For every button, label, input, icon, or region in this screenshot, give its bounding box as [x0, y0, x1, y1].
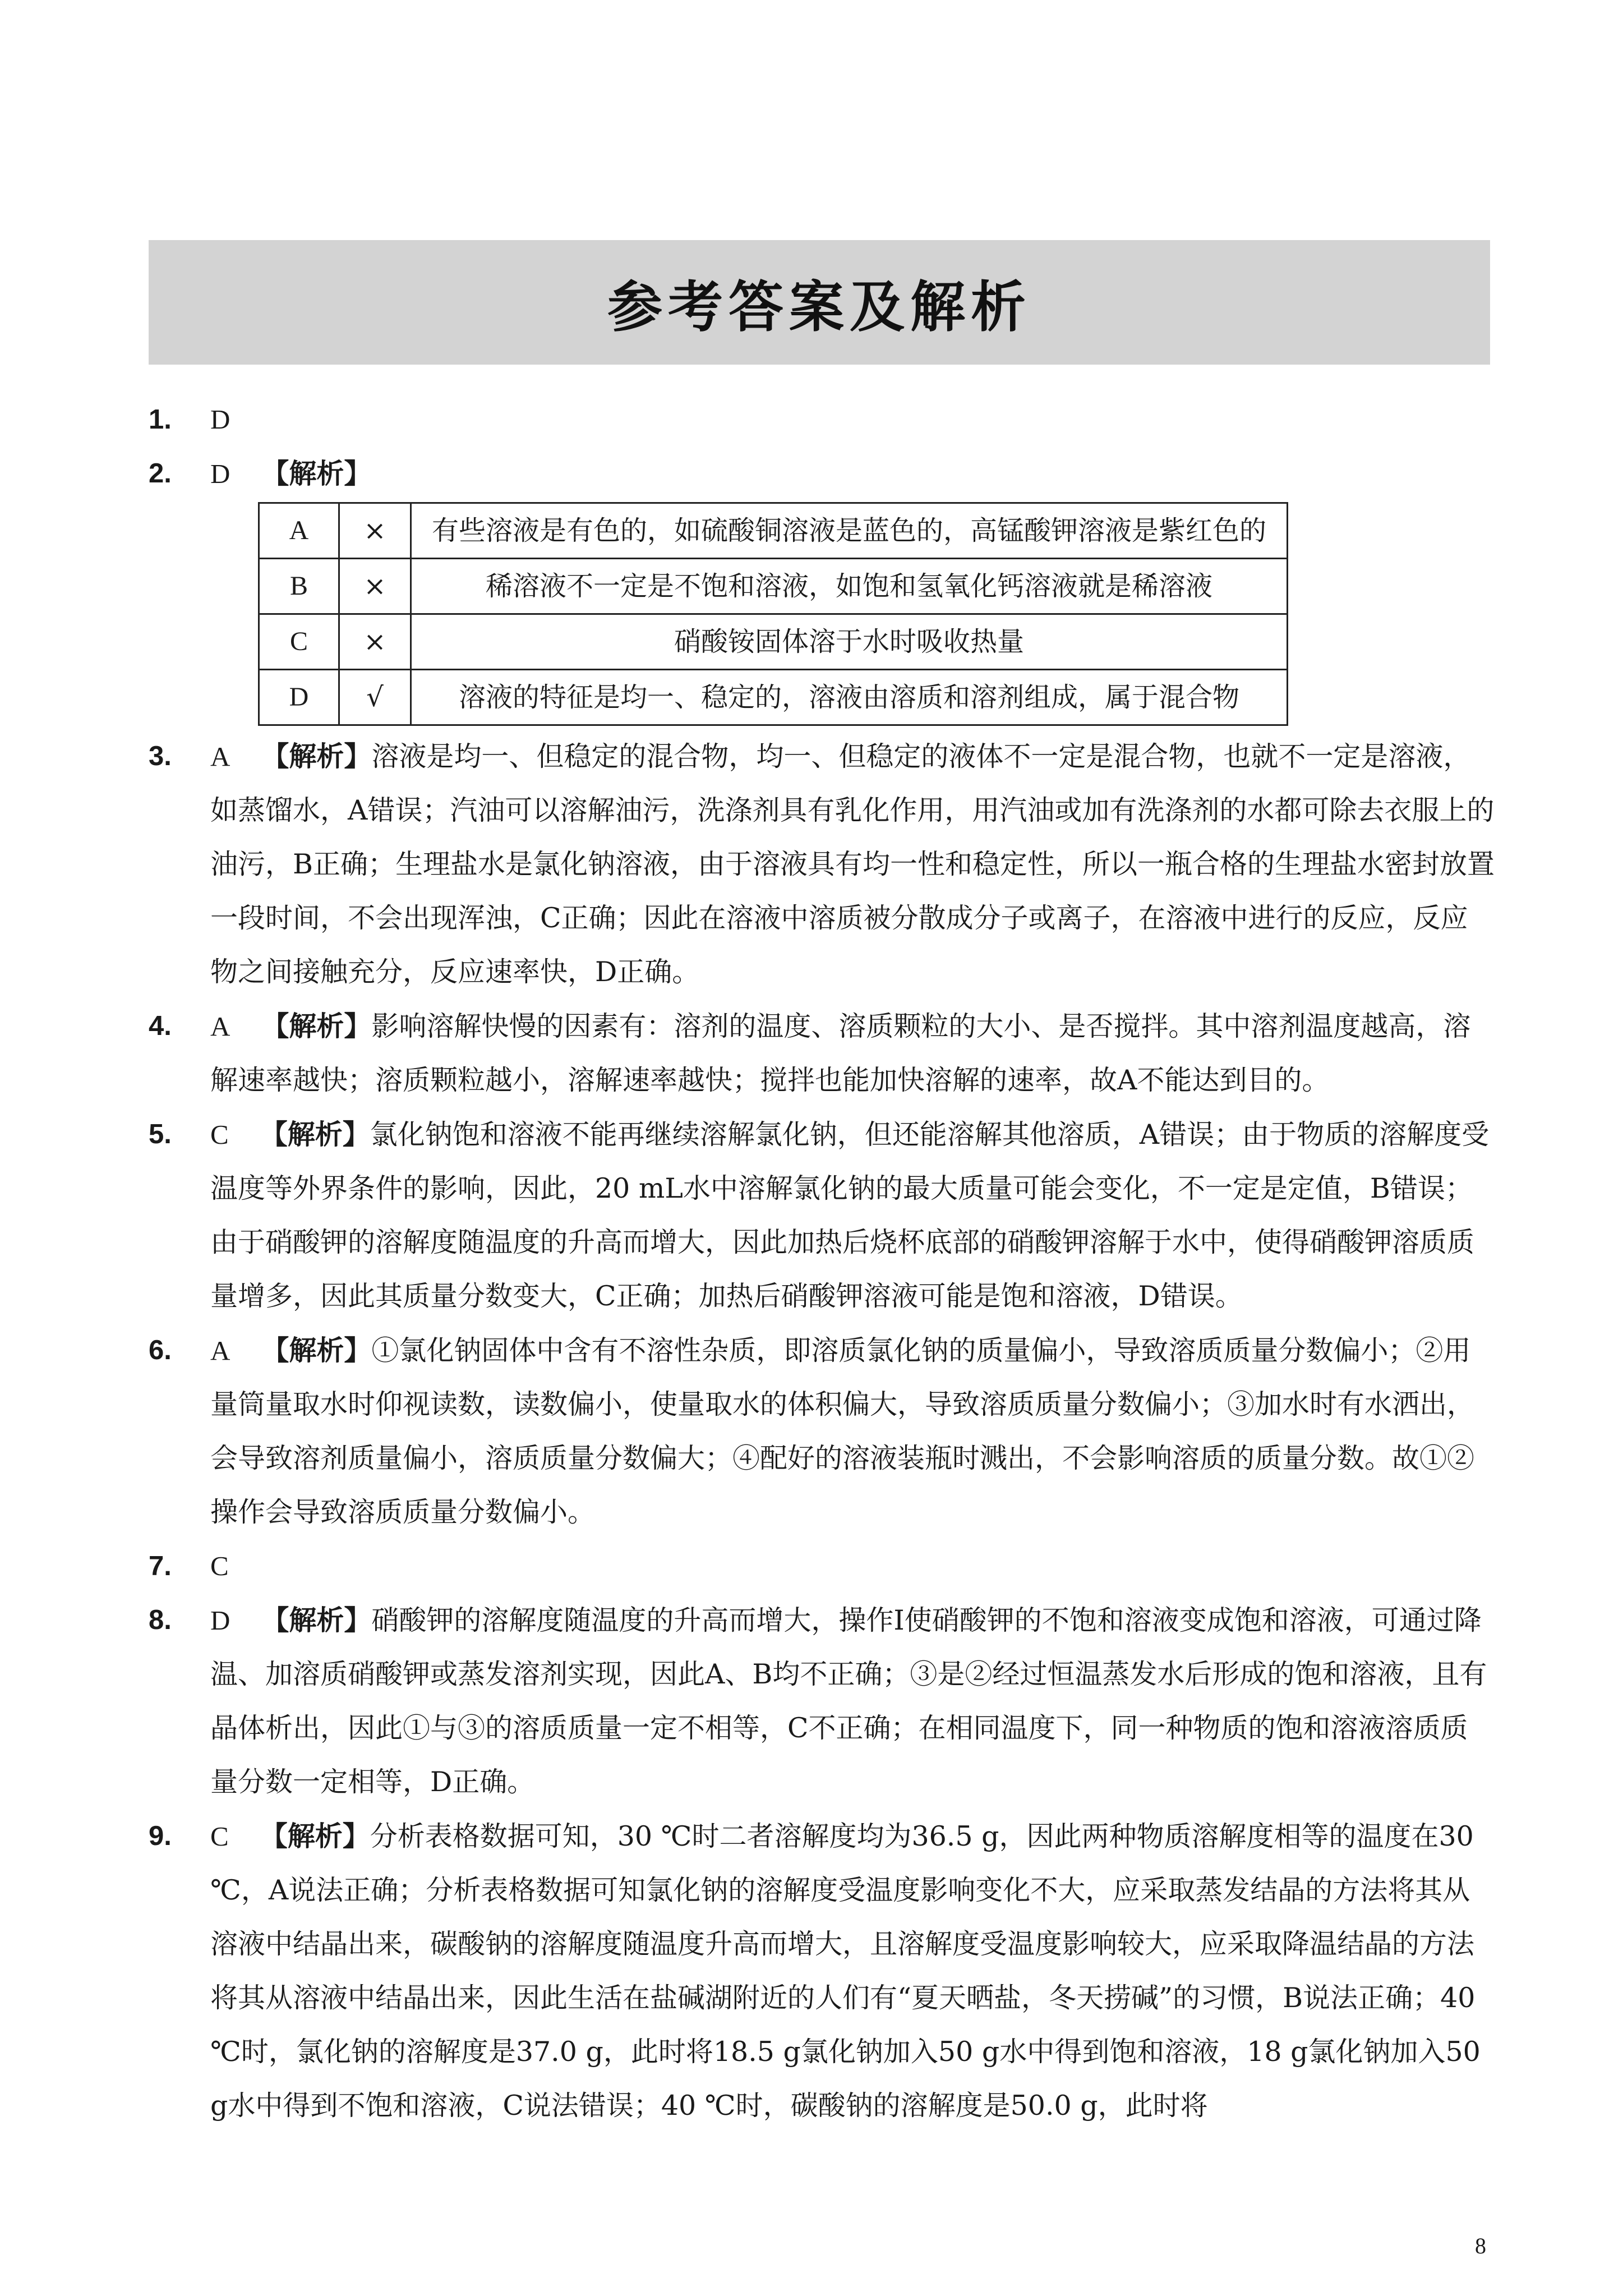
explanation-cell: 有些溶液是有色的，如硫酸铜溶液是蓝色的，高锰酸钾溶液是紫红色的	[411, 503, 1288, 559]
table-row	[259, 559, 1288, 614]
table-row	[259, 670, 1288, 725]
table-row	[259, 503, 1288, 559]
answer-letter: A	[210, 741, 230, 772]
judgement-mark: ×	[339, 614, 411, 670]
analysis-tag: 【解析】	[261, 1334, 372, 1366]
option-cell: C	[259, 614, 339, 670]
analysis-text: 分析表格数据可知，30 ℃时二者溶解度均为36.5 g，因此两种物质溶解度相等的温度在30 ℃，A说法正确；分析表格数据可知氯化钠的溶解度受温度影响变化不大，应采取蒸发结晶的方法将其从溶液中结晶出来，碳酸钠的溶解度随温度升高而增大，且溶解度受温度影响较大，应采取降温结晶的方法将其从溶液中结晶出来，因此生活在盐碱湖附近的人们有“夏天晒盐，冬天捞碱”的习惯，B说法正确；40 ℃时，氯化钠的溶解度是37.0 g，此时将18.5 g氯化钠加入50 g水中得到饱和溶液，18 g氯化钠加入50 g水中得到不饱和溶液，C说法错误；40 ℃时，碳酸钠的溶解度是50.0 g，此时将	[210, 1820, 1481, 2122]
option-analysis-table	[258, 502, 1288, 726]
item-number: 4.	[149, 1011, 172, 1041]
item-number: 9.	[149, 1821, 172, 1851]
answer-letter: C	[210, 1550, 229, 1581]
title-banner	[149, 240, 1490, 365]
item-number: 7.	[149, 1551, 172, 1581]
item-number: 2.	[149, 458, 172, 489]
analysis-tag: 【解析】	[261, 1604, 372, 1636]
answer-letter: C	[210, 1119, 229, 1150]
analysis-text: 氯化钠饱和溶液不能再继续溶解氯化钠，但还能溶解其他溶质，A错误；由于物质的溶解度受温度等外界条件的影响，因此，20 mL水中溶解氯化钠的最大质量可能会变化，不一定是定值，B错误；由于硝酸钾的溶解度随温度的升高而增大，因此加热后烧杯底部的硝酸钾溶解于水中，使得硝酸钾溶质质量增多，因此其质量分数变大，C正确；加热后硝酸钾溶液可能是饱和溶液，D错误。	[210, 1119, 1490, 1312]
item-number: 3.	[149, 741, 172, 771]
explanation-cell: 硝酸铵固体溶于水时吸收热量	[411, 614, 1288, 670]
option-cell: A	[259, 503, 339, 559]
answer-list	[149, 393, 1495, 2133]
analysis-text: 影响溶解快慢的因素有：溶剂的温度、溶质颗粒的大小、是否搅拌。其中溶剂温度越高，溶解速率越快；溶质颗粒越小，溶解速率越快；搅拌也能加快溶解的速率，故A不能达到目的。	[210, 1010, 1471, 1096]
explanation-cell: 稀溶液不一定是不饱和溶液，如饱和氢氧化钙溶液就是稀溶液	[411, 559, 1288, 614]
page-number: 8	[1475, 2233, 1486, 2258]
answer-letter: A	[210, 1011, 230, 1042]
answer-item-5	[149, 1107, 1495, 1323]
item-number: 1.	[149, 404, 172, 435]
answer-item-7	[149, 1539, 1495, 1593]
page-title: 参考答案及解析	[607, 275, 1031, 339]
answer-item-4	[149, 999, 1495, 1107]
table-row	[259, 614, 1288, 670]
analysis-tag: 【解析】	[261, 1010, 372, 1042]
analysis-tag: 【解析】	[261, 457, 372, 490]
analysis-text: 溶液是均一、但稳定的混合物，均一、但稳定的液体不一定是混合物，也就不一定是溶液，如蒸馏水，A错误；汽油可以溶解油污，洗涤剂具有乳化作用，用汽油或加有洗涤剂的水都可除去衣服上的油污，B正确；生理盐水是氯化钠溶液，由于溶液具有均一性和稳定性，所以一瓶合格的生理盐水密封放置一段时间，不会出现浑浊，C正确；因此在溶液中溶质被分散成分子或离子，在溶液中进行的反应，反应物之间接触充分，反应速率快，D正确。	[210, 740, 1495, 988]
analysis-tag: 【解析】	[260, 1820, 370, 1852]
item-number: 5.	[149, 1119, 172, 1149]
answer-item-3	[149, 729, 1495, 999]
answer-letter: D	[210, 458, 230, 489]
judgement-mark: ×	[339, 559, 411, 614]
answer-letter: A	[210, 1335, 230, 1366]
answer-item-9	[149, 1809, 1495, 2133]
option-cell: D	[259, 670, 339, 725]
analysis-tag: 【解析】	[261, 740, 372, 772]
option-cell: B	[259, 559, 339, 614]
answer-item-1	[149, 393, 1495, 447]
analysis-text: ①氯化钠固体中含有不溶性杂质，即溶质氯化钠的质量偏小，导致溶质质量分数偏小；②用量筒量取水时仰视读数，读数偏小，使量取水的体积偏大，导致溶质质量分数偏小；③加水时有水洒出，会导致溶剂质量偏小，溶质质量分数偏大；④配好的溶液装瓶时溅出，不会影响溶质的质量分数。故①②操作会导致溶质质量分数偏小。	[210, 1335, 1475, 1528]
item-number: 8.	[149, 1605, 172, 1635]
answer-letter: C	[210, 1821, 229, 1852]
explanation-cell: 溶液的特征是均一、稳定的，溶液由溶质和溶剂组成，属于混合物	[411, 670, 1288, 725]
item-number: 6.	[149, 1335, 172, 1365]
answer-item-8	[149, 1593, 1495, 1809]
analysis-tag: 【解析】	[260, 1118, 370, 1151]
answer-letter: D	[210, 1605, 230, 1636]
judgement-mark: ×	[339, 503, 411, 559]
answer-item-6	[149, 1323, 1495, 1539]
answer-item-2	[149, 447, 1495, 501]
analysis-text: 硝酸钾的溶解度随温度的升高而增大，操作Ⅰ使硝酸钾的不饱和溶液变成饱和溶液，可通过降温、加溶质硝酸钾或蒸发溶剂实现，因此A、B均不正确；③是②经过恒温蒸发水后形成的饱和溶液，且有晶体析出，因此①与③的溶质质量一定不相等，C不正确；在相同温度下，同一种物质的饱和溶液溶质质量分数一定相等，D正确。	[210, 1604, 1487, 1798]
answer-letter: D	[210, 404, 230, 435]
judgement-mark: √	[339, 670, 411, 725]
